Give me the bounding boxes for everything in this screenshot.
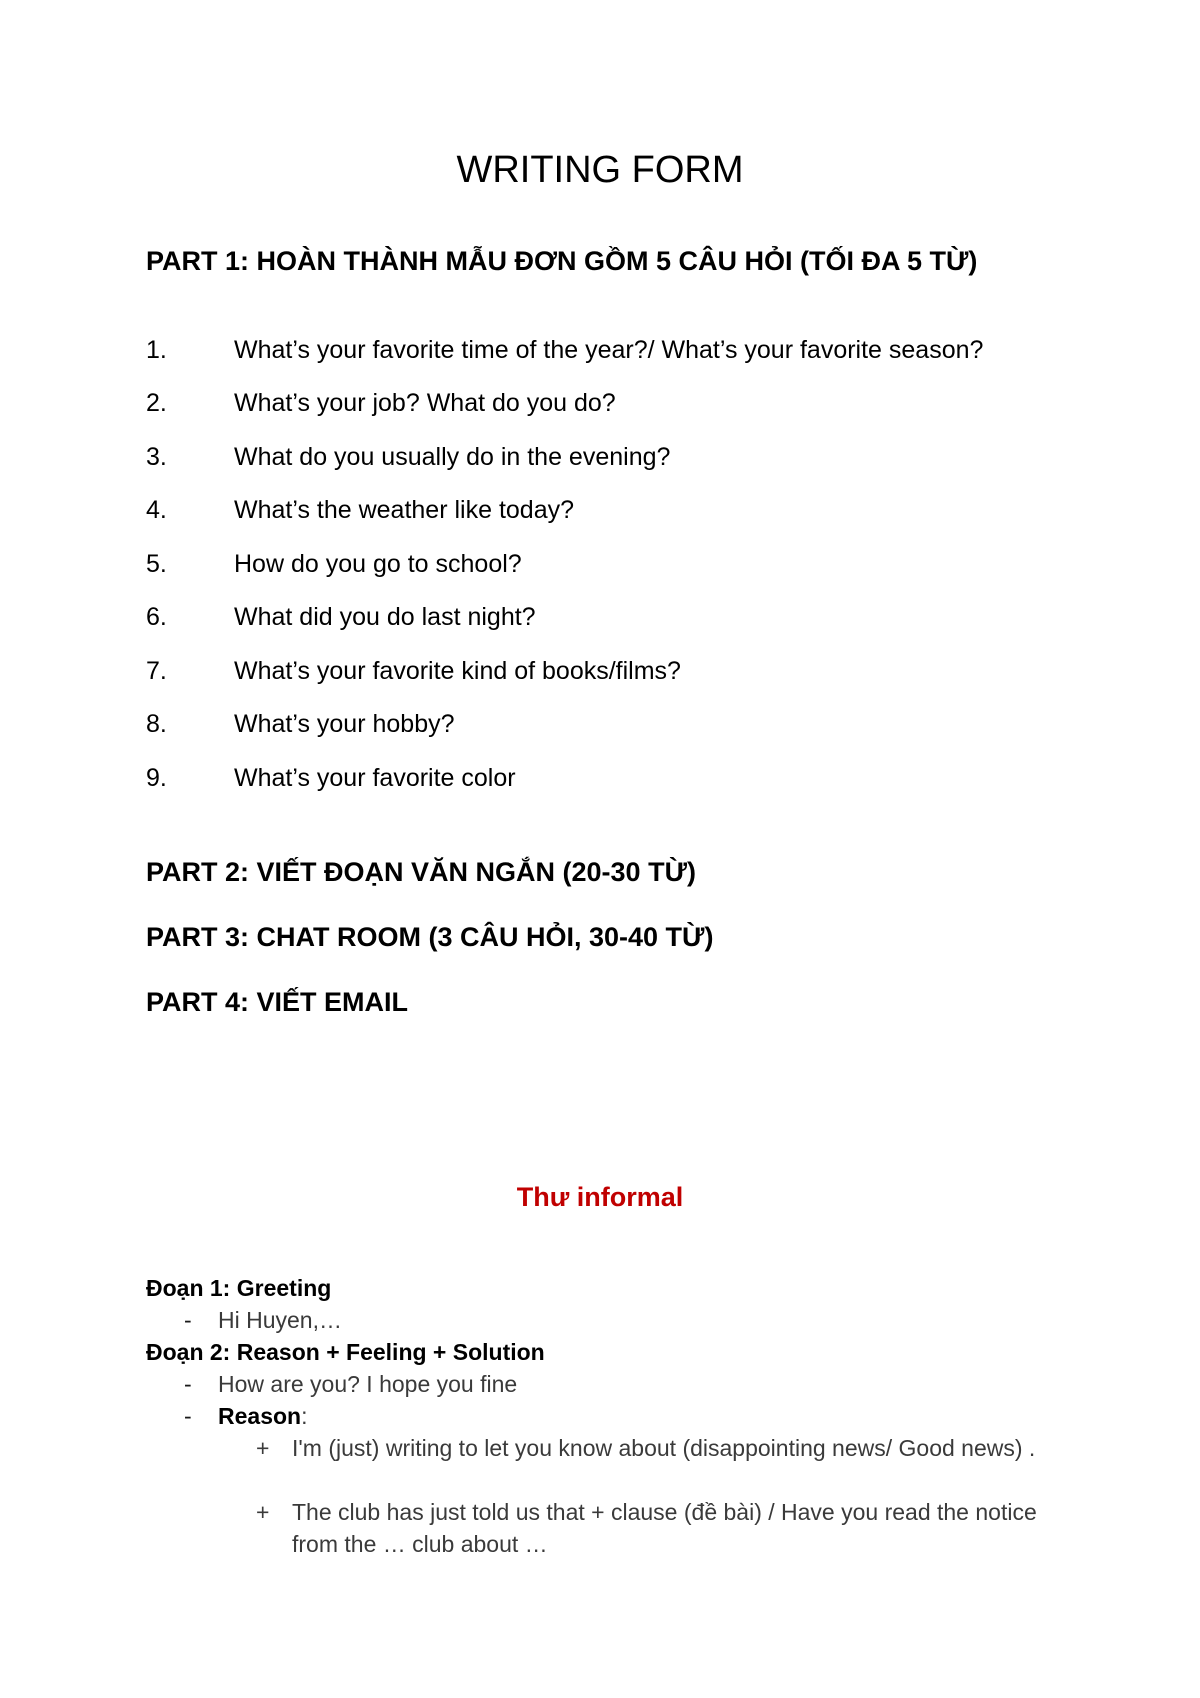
question-text: What’s your favorite time of the year?/ What’s your favorite season? [234, 336, 984, 364]
question-number: 8. [146, 710, 167, 738]
bullet-dash: - [184, 1371, 192, 1397]
part1-heading: PART 1: HOÀN THÀNH MẪU ĐƠN GỒM 5 CÂU HỎI (TỐI ĐA 5 TỪ) [146, 246, 978, 276]
question-text: What’s your favorite kind of books/films? [234, 657, 681, 685]
question-text: What’s your job? What do you do? [234, 389, 616, 417]
bullet-dash: - [184, 1403, 192, 1429]
question-number: 5. [146, 550, 167, 578]
part4-heading: PART 4: VIẾT EMAIL [146, 987, 409, 1017]
question-number: 9. [146, 764, 167, 792]
page-title: WRITING FORM [456, 149, 744, 191]
question-text: What’s the weather like today? [234, 496, 575, 524]
question-number: 3. [146, 443, 167, 471]
paragraph-heading: Đoạn 1: Greeting [146, 1275, 332, 1301]
reason-label: Reason [218, 1403, 302, 1429]
question-text: What did you do last night? [234, 603, 536, 631]
sub-bullet-text: The club has just told us that + clause (đề bài) / Have you read the notice from the … club about … [292, 1499, 1037, 1557]
question-text: What’s your hobby? [234, 710, 455, 738]
part2-heading: PART 2: VIẾT ĐOẠN VĂN NGẮN (20-30 TỪ) [146, 857, 696, 887]
question-text: What’s your favorite color [234, 764, 516, 792]
question-number: 1. [146, 336, 167, 364]
question-number: 2. [146, 389, 167, 417]
question-text: How do you go to school? [234, 550, 522, 578]
bullet-text: How are you? I hope you fine [218, 1371, 518, 1397]
section-title: Thư informal [516, 1182, 684, 1212]
question-number: 6. [146, 603, 167, 631]
reason-suffix: : [301, 1403, 308, 1429]
part3-heading: PART 3: CHAT ROOM (3 CÂU HỎI, 30-40 TỪ) [146, 922, 714, 952]
question-number: 7. [146, 657, 167, 685]
question-number: 4. [146, 496, 167, 524]
reason-bullet [218, 1401, 307, 1431]
bullet-plus: + [256, 1435, 270, 1461]
bullet-plus: + [256, 1499, 270, 1525]
bullet-text: Hi Huyen,… [218, 1307, 342, 1333]
sub-bullet-text: I'm (just) writing to let you know about (disappointing news/ Good news) . [292, 1435, 1036, 1461]
paragraph-heading: Đoạn 2: Reason + Feeling + Solution [146, 1339, 545, 1365]
question-text: What do you usually do in the evening? [234, 443, 671, 471]
bullet-dash: - [184, 1307, 192, 1333]
